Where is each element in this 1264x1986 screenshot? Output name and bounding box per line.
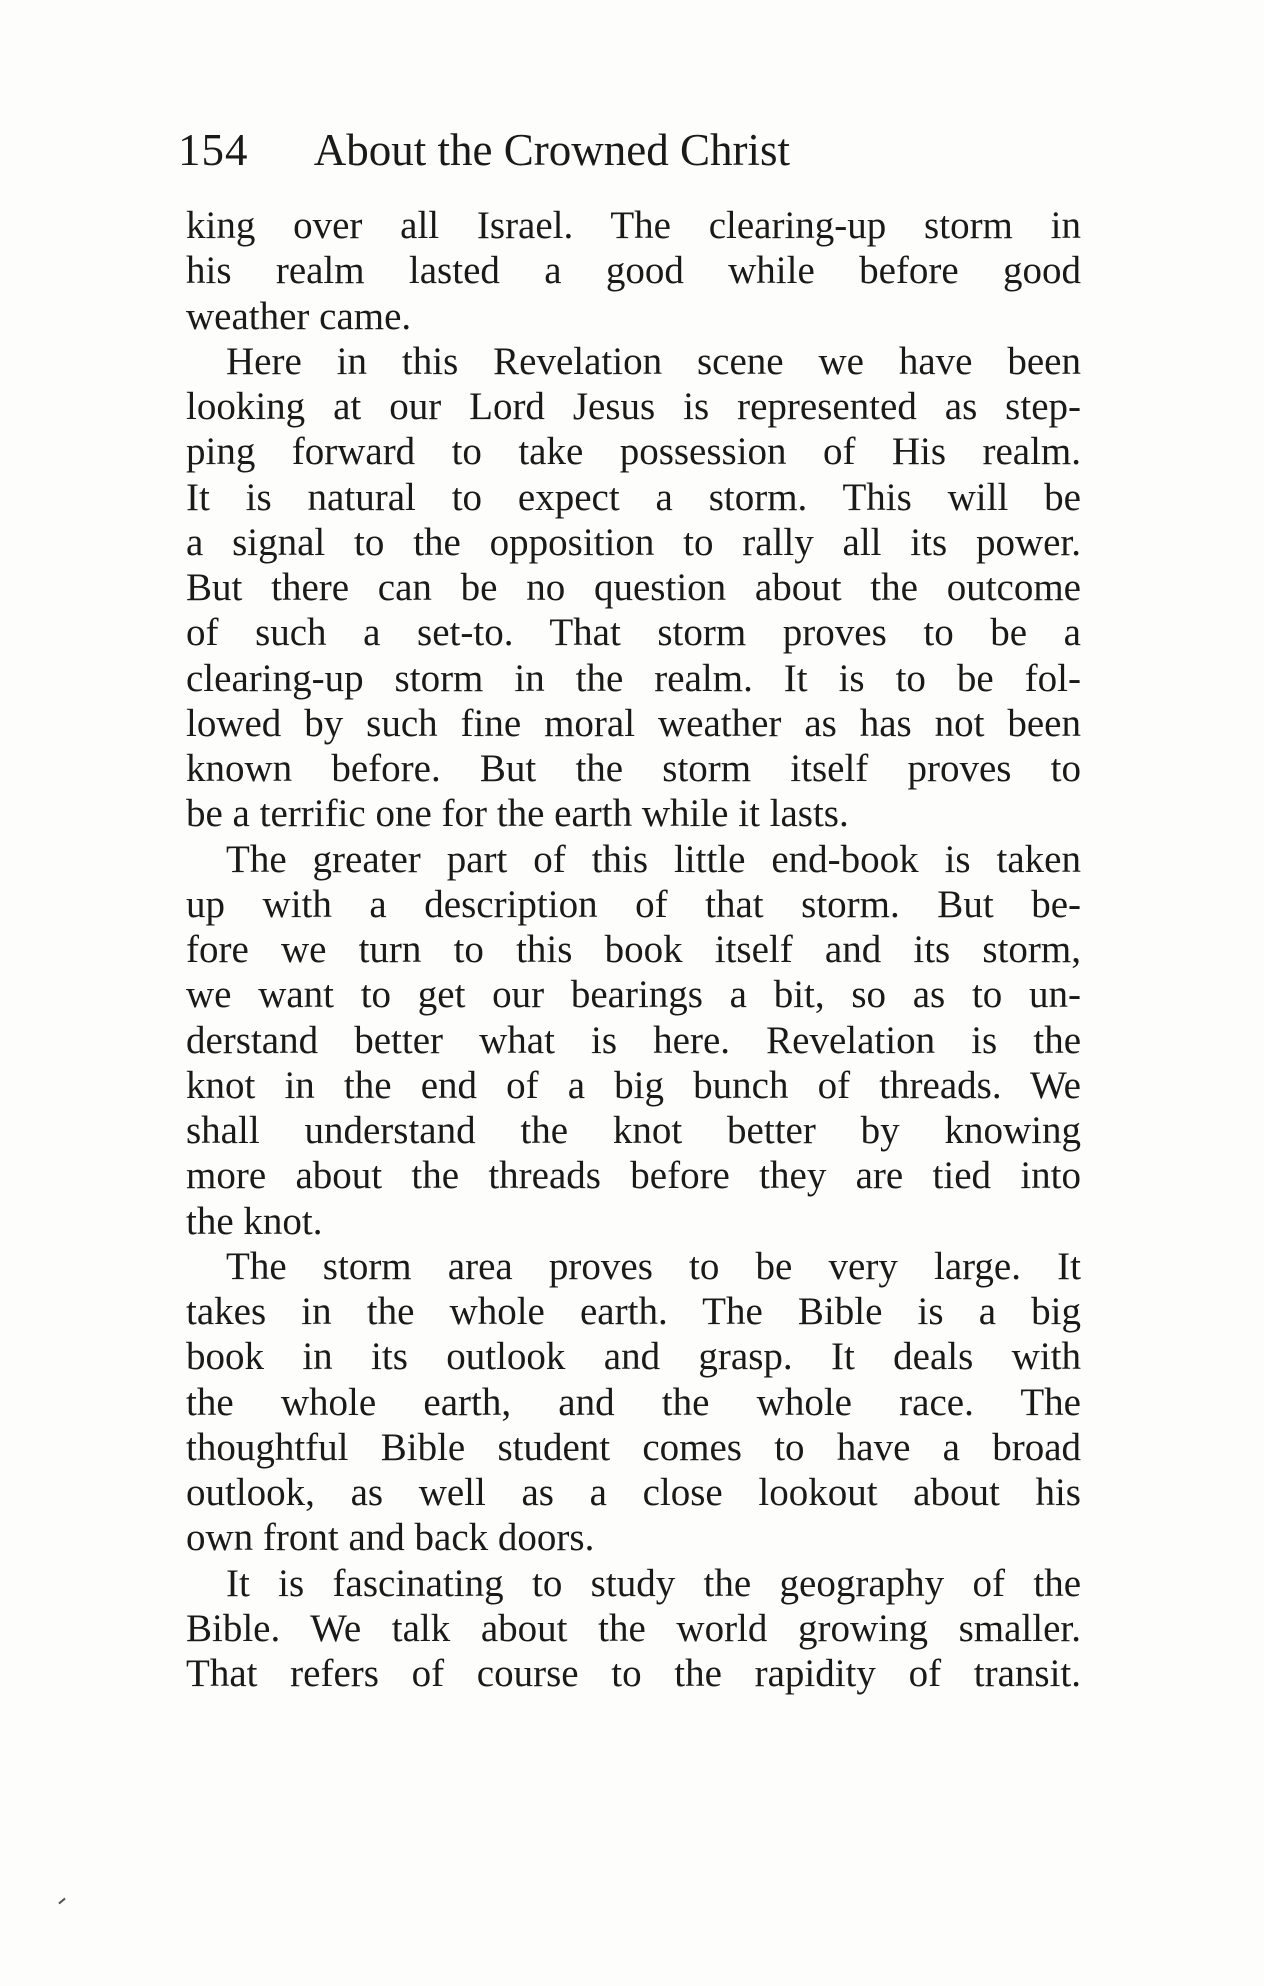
text-line: the whole earth, and the whole race. The [186, 1380, 1081, 1424]
text-line: weather came. [186, 294, 412, 338]
text-line: shall understand the knot better by knowing [186, 1109, 1081, 1152]
text-line: The storm area proves to be very large. It [226, 1244, 1081, 1288]
text-line: known before. But the storm itself proves to [186, 747, 1081, 790]
text-line: That refers of course to the rapidity of transit. [186, 1652, 1081, 1695]
text-line: be a terrific one for the earth while it lasts. [186, 792, 849, 836]
text-line: lowed by such fine moral weather as has not been [186, 701, 1081, 745]
text-line: more about the threads before they are tied into [186, 1154, 1081, 1198]
text-line: the knot. [186, 1199, 323, 1243]
text-line: clearing-up storm in the realm. It is to be fol- [186, 656, 1081, 700]
text-line: a signal to the opposition to rally all its power. [186, 520, 1081, 564]
running-header [178, 120, 1078, 180]
page-number: 154 [178, 125, 249, 175]
text-line: king over all Israel. The clearing-up storm in [186, 204, 1081, 247]
text-line: Bible. We talk about the world growing smaller. [186, 1606, 1081, 1650]
text-line: derstand better what is here. Revelation is the [186, 1018, 1081, 1062]
text-line: The greater part of this little end-book is taken [226, 837, 1081, 881]
text-line: his realm lasted a good while before good [186, 249, 1081, 293]
text-line: takes in the whole earth. The Bible is a big [186, 1290, 1081, 1333]
text-line: ping forward to take possession of His realm. [186, 430, 1081, 474]
text-line: It is natural to expect a storm. This will be [186, 475, 1081, 519]
text-line: we want to get our bearings a bit, so as to un- [186, 973, 1081, 1017]
text-line: But there can be no question about the outcome [186, 566, 1081, 609]
text-line: of such a set-to. That storm proves to be a [186, 611, 1081, 655]
text-line: own front and back doors. [186, 1516, 595, 1560]
text-line: thoughtful Bible student comes to have a broad [186, 1425, 1081, 1469]
text-line: It is fascinating to study the geography of the [226, 1561, 1081, 1605]
text-line: outlook, as well as a close lookout about his [186, 1471, 1081, 1514]
text-line: up with a description of that storm. But be- [186, 882, 1081, 926]
text-line: fore we turn to this book itself and its storm, [186, 928, 1081, 971]
text-line: Here in this Revelation scene we have been [226, 339, 1081, 383]
running-title: About the Crowned Christ [313, 125, 790, 175]
body-text [186, 203, 1081, 1696]
paper-speck [58, 1898, 65, 1905]
text-line: book in its outlook and grasp. It deals with [186, 1335, 1081, 1379]
text-line: looking at our Lord Jesus is represented as step- [186, 385, 1081, 428]
text-line: knot in the end of a big bunch of threads. We [186, 1063, 1081, 1107]
